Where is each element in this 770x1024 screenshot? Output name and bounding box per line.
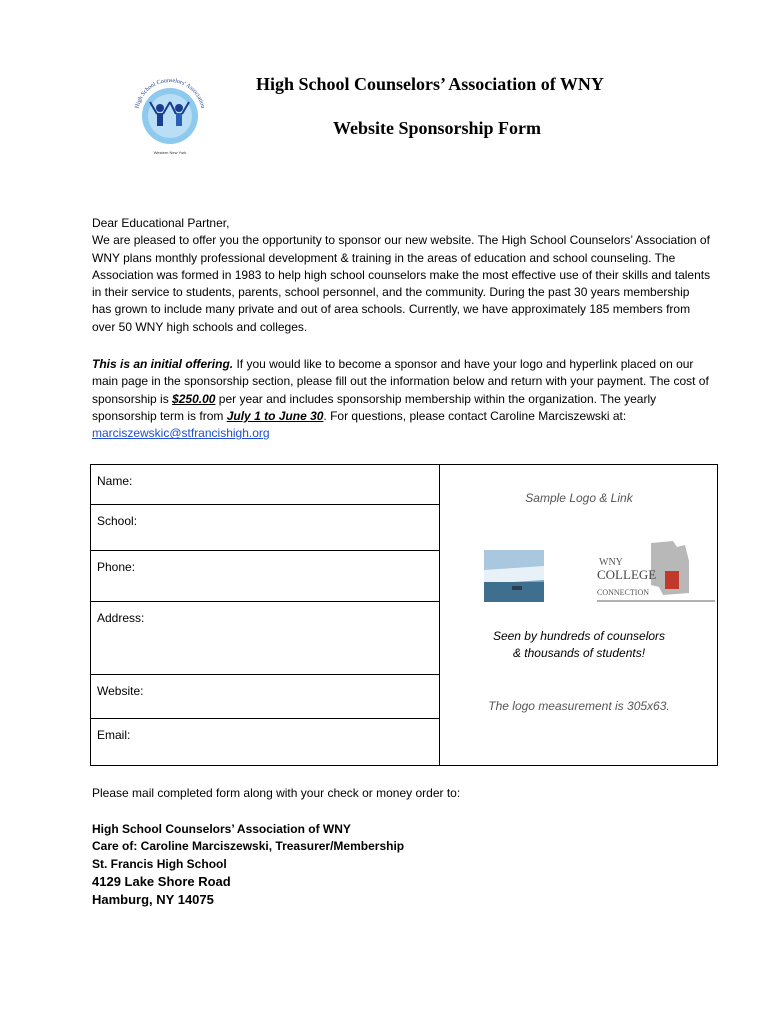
sponsorship-cost: $250.00 [172, 391, 216, 406]
sponsorship-term: July 1 to June 30 [226, 408, 324, 423]
offer-text-1: If you would like to become a sponsor and have your logo and hyperlink placed on our main page in the sponsorship section, please fill out the information below and return with your payment. The cost of sponsorship is [92, 357, 709, 406]
address-line-1: High School Counselors’ Association of WNY [92, 822, 351, 836]
offer-text [92, 356, 712, 442]
greeting: Dear Educational Partner, [92, 216, 230, 230]
association-logo [126, 68, 214, 160]
waterfall-photo [484, 550, 544, 602]
form-fields-column [91, 465, 440, 765]
offer-lead: This is an initial offering. [92, 357, 234, 371]
svg-text:High School Counselors' Associ: High School Counselors' Association [134, 77, 206, 110]
name-field[interactable] [91, 465, 439, 505]
email-field[interactable] [91, 719, 439, 765]
address-line-3: St. Francis High School [92, 857, 227, 871]
svg-text:WNY: WNY [599, 557, 623, 568]
school-label: School: [97, 514, 138, 528]
offer-text-2: per year and includes sponsorship membership within the organization. The yearly sponsorship term is from [92, 391, 657, 423]
phone-field[interactable] [91, 551, 439, 602]
address-field[interactable] [91, 602, 439, 675]
website-field[interactable] [91, 675, 439, 719]
name-label: Name: [97, 474, 133, 488]
contact-email-link[interactable]: marciszewskic@stfrancishigh.org [92, 426, 270, 441]
phone-label: Phone: [97, 560, 136, 574]
email-label: Email: [97, 728, 131, 742]
svg-text:COLLEGE: COLLEGE [597, 567, 657, 582]
wny-college-connection-logo [593, 537, 715, 603]
organization-title: High School Counselors’ Association of WNY [256, 74, 604, 94]
form-title: Website Sponsorship Form [333, 118, 542, 138]
sample-logo-panel [441, 465, 717, 765]
mail-instructions: Please mail completed form along with your check or money order to: [92, 786, 461, 800]
letter-text [92, 215, 712, 336]
address-line-5: Hamburg, NY 14075 [92, 892, 214, 907]
offer-text-3: . For questions, please contact Caroline Marciszewski at: [323, 408, 627, 423]
school-field[interactable] [91, 505, 439, 551]
website-label: Website: [97, 684, 144, 698]
sponsorship-form-table [90, 464, 718, 766]
svg-text:Western New York: Western New York [153, 150, 187, 155]
address-label: Address: [97, 611, 145, 625]
letter-body: We are pleased to offer you the opportunity to sponsor our new website. The High School Counselors’ Association of WNY plans monthly professional development & training in the areas of education and school counseling. The Association was formed in 1983 to help high school counselors make the most effective use of their skills and talents in their service to students, parents, school personnel, and the community. During the past 30 years membership has grown to include many private and out of area schools. Currently, we have approximately 185 members from over 50 WNY high schools and colleges. [92, 233, 711, 334]
sample-heading: Sample Logo & Link [525, 491, 633, 505]
address-line-2: Care of: Caroline Marciszewski, Treasurer/Membership [92, 839, 405, 853]
seen-by-line-2: & thousands of students! [512, 646, 646, 660]
seen-by-line-1: Seen by hundreds of counselors [492, 629, 666, 643]
logo-measurement: The logo measurement is 305x63. [488, 699, 670, 713]
svg-text:CONNECTION: CONNECTION [597, 588, 649, 597]
address-line-4: 4129 Lake Shore Road [92, 874, 231, 889]
